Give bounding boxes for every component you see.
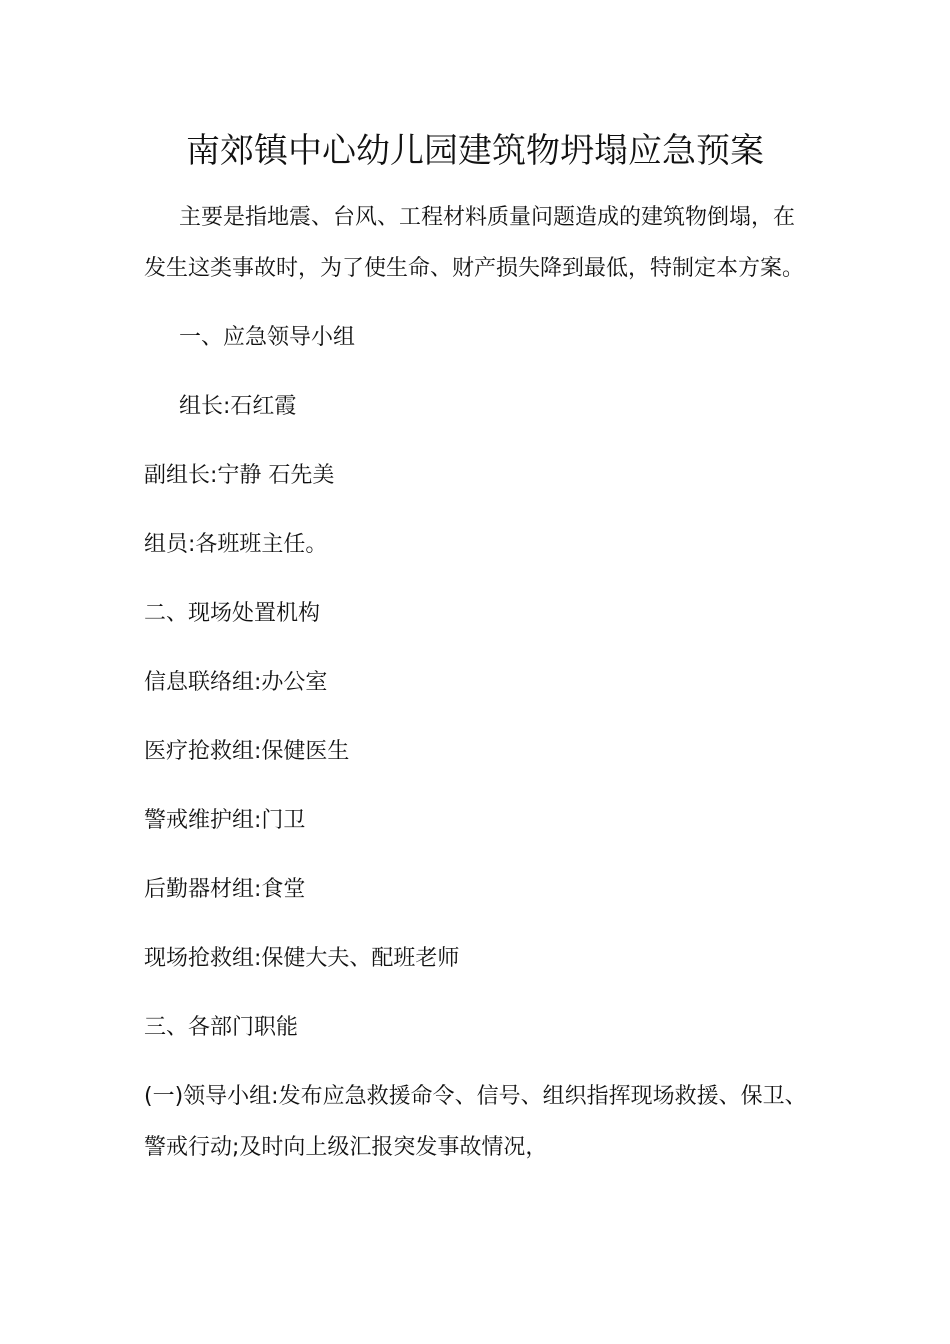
deputy-line: 副组长:宁静 石先美 bbox=[144, 463, 335, 488]
list-item: 后勤器材组:食堂 bbox=[144, 877, 306, 902]
intro-line-1: 主要是指地震、台风、工程材料质量问题造成的建筑物倒塌，在 bbox=[179, 205, 796, 230]
leader-line: 组长:石红霞 bbox=[179, 394, 297, 419]
members-line: 组员:各班班主任。 bbox=[144, 532, 328, 557]
intro-line-2: 发生这类事故时，为了使生命、财产损失降到最低，特制定本方案。 bbox=[144, 256, 805, 281]
section-3-item-1-line-2: 警戒行动;及时向上级汇报突发事故情况， bbox=[144, 1135, 548, 1160]
list-item: 警戒维护组:门卫 bbox=[144, 808, 306, 833]
section-1-heading: 一、应急领导小组 bbox=[179, 325, 356, 350]
section-2-heading: 二、现场处置机构 bbox=[144, 601, 321, 626]
section-3-item-1-line-1: (一)领导小组:发布应急救援命令、信号、组织指挥现场救援、保卫、 bbox=[144, 1084, 807, 1109]
list-item: 现场抢救组:保健大夫、配班老师 bbox=[144, 946, 460, 971]
list-item: 信息联络组:办公室 bbox=[144, 670, 328, 695]
document-title: 南郊镇中心幼儿园建筑物坍塌应急预案 bbox=[186, 131, 764, 171]
section-3-heading: 三、各部门职能 bbox=[144, 1015, 299, 1040]
list-item: 医疗抢救组:保健医生 bbox=[144, 739, 350, 764]
